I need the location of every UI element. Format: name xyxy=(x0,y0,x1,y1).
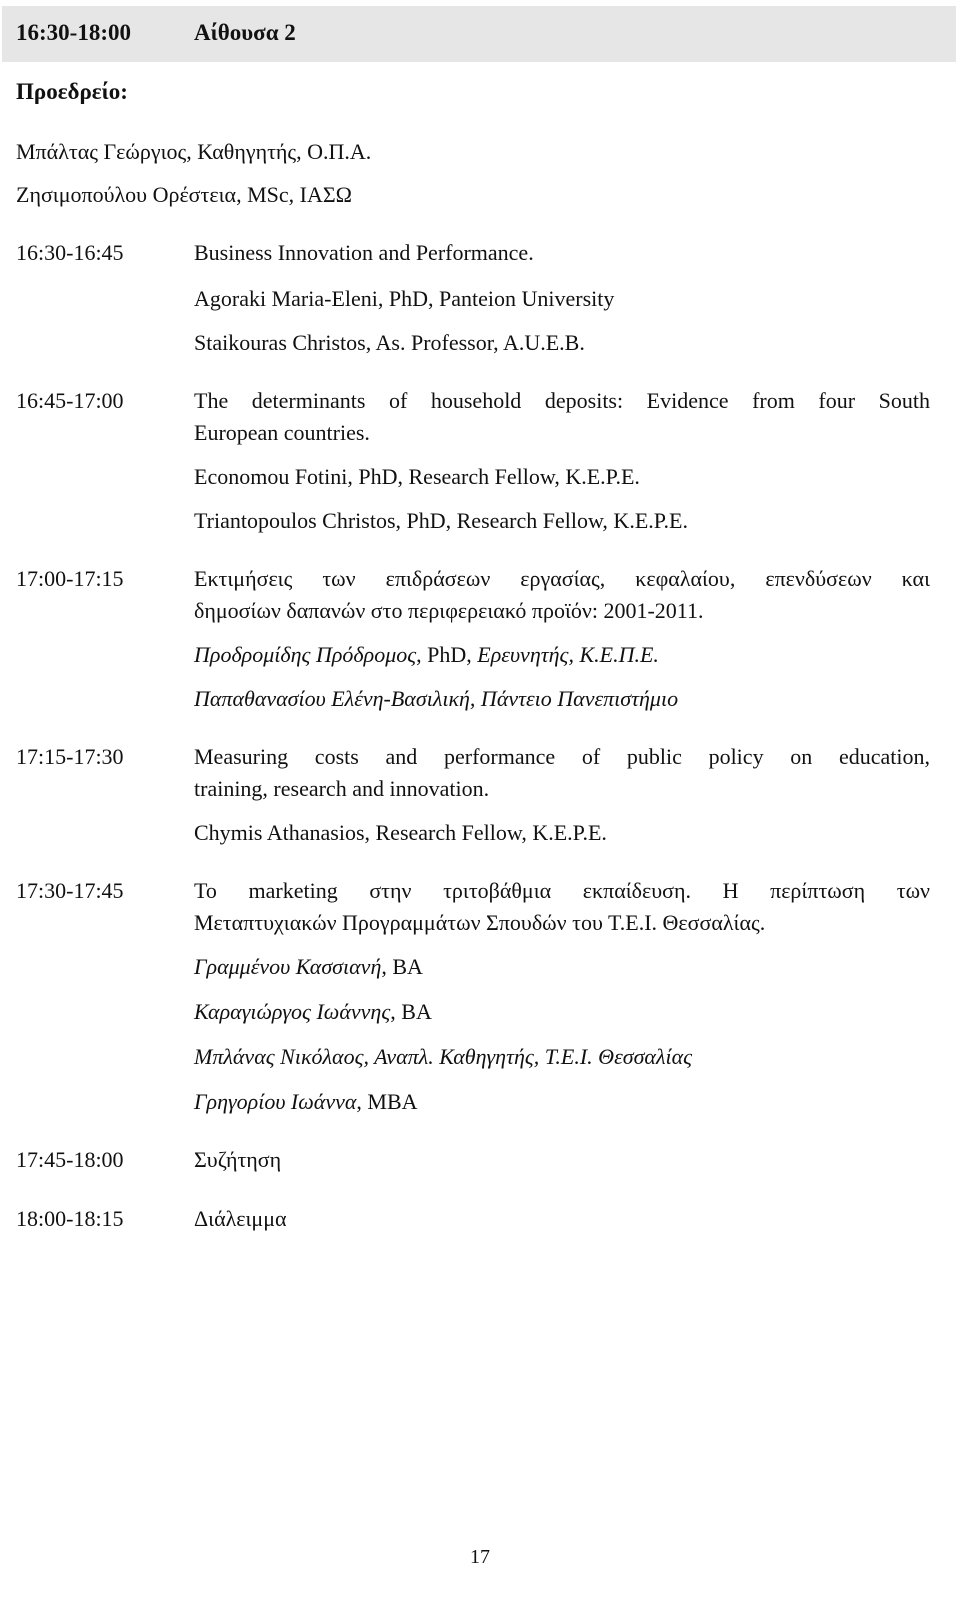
talk-author xyxy=(194,954,423,980)
talk-title: Διάλειμμα xyxy=(194,1206,287,1231)
author-name: Γραμμένου Κασσιανή xyxy=(194,954,382,979)
talk-author: Agoraki Maria-Eleni, PhD, Panteion University xyxy=(194,286,615,311)
slot-time: 17:30-17:45 xyxy=(16,878,124,903)
separator: , xyxy=(416,642,428,667)
talk-title: European countries. xyxy=(194,420,370,445)
chair-member: Μπάλτας Γεώργιος, Καθηγητής, Ο.Π.Α. xyxy=(16,139,372,164)
talk-title: Συζήτηση xyxy=(194,1147,282,1172)
talk-title: Εκτιμήσεις των επιδράσεων εργασίας, κεφαλαίου, επενδύσεων και xyxy=(194,566,930,591)
talk-author: Staikouras Christos, As. Professor, A.U.E.B. xyxy=(194,330,585,355)
slot-time: 16:45-17:00 xyxy=(16,388,124,413)
talk-title: Το marketing στην τριτοβάθμια εκπαίδευση. Η περίπτωση των xyxy=(194,878,930,903)
slot-time: 17:45-18:00 xyxy=(16,1147,124,1172)
talk-title: δημοσίων δαπανών στο περιφερειακό προϊόν: 2001-2011. xyxy=(194,598,704,623)
talk-author xyxy=(194,642,659,668)
talk-title: Μεταπτυχιακών Προγραμμάτων Σπουδών του Τ.Ε.Ι. Θεσσαλίας. xyxy=(194,910,766,935)
talk-title: training, research and innovation. xyxy=(194,776,490,801)
author-affiliation: Ερευνητής, Κ.Ε.Π.Ε. xyxy=(477,642,659,667)
talk-author xyxy=(194,1089,418,1115)
session-room: Αίθουσα 2 xyxy=(194,20,296,45)
author-name: Γρηγορίου Ιωάννα xyxy=(194,1089,357,1114)
chair-member: Ζησιμοπούλου Ορέστεια, MSc, ΙΑΣΩ xyxy=(16,182,352,207)
author-name: Καραγιώργος Ιωάννης xyxy=(194,999,391,1024)
separator: , xyxy=(466,642,478,667)
slot-time: 17:00-17:15 xyxy=(16,566,124,591)
slot-time: 16:30-16:45 xyxy=(16,240,124,265)
talk-author: Economou Fotini, PhD, Research Fellow, K.E.P.E. xyxy=(194,464,640,489)
session-time: 16:30-18:00 xyxy=(16,20,131,45)
talk-author: Παπαθανασίου Ελένη-Βασιλική, Πάντειο Πανεπιστήμιο xyxy=(194,686,679,711)
talk-author xyxy=(194,999,432,1025)
talk-author: Triantopoulos Christos, PhD, Research Fellow, K.E.P.E. xyxy=(194,508,688,533)
author-degree: , BA xyxy=(390,999,432,1024)
chairs-title: Προεδρείο: xyxy=(16,79,128,104)
author-degree: , MBA xyxy=(356,1089,418,1114)
slot-time: 17:15-17:30 xyxy=(16,744,124,769)
author-name: Προδρομίδης Πρόδρομος xyxy=(194,642,417,667)
talk-author: Μπλάνας Νικόλαος, Αναπλ. Καθηγητής, Τ.Ε.Ι. Θεσσαλίας xyxy=(194,1044,693,1069)
talk-title: The determinants of household deposits: Evidence from four South xyxy=(194,388,930,413)
author-degree: , BA xyxy=(381,954,423,979)
page-number: 17 xyxy=(470,1546,490,1568)
slot-time: 18:00-18:15 xyxy=(16,1206,124,1231)
talk-author: Chymis Athanasios, Research Fellow, K.E.P.E. xyxy=(194,820,607,845)
talk-title: Business Innovation and Performance. xyxy=(194,240,534,265)
talk-title: Measuring costs and performance of public policy on education, xyxy=(194,744,930,769)
session-header xyxy=(2,6,956,62)
author-degree: PhD xyxy=(427,642,467,667)
